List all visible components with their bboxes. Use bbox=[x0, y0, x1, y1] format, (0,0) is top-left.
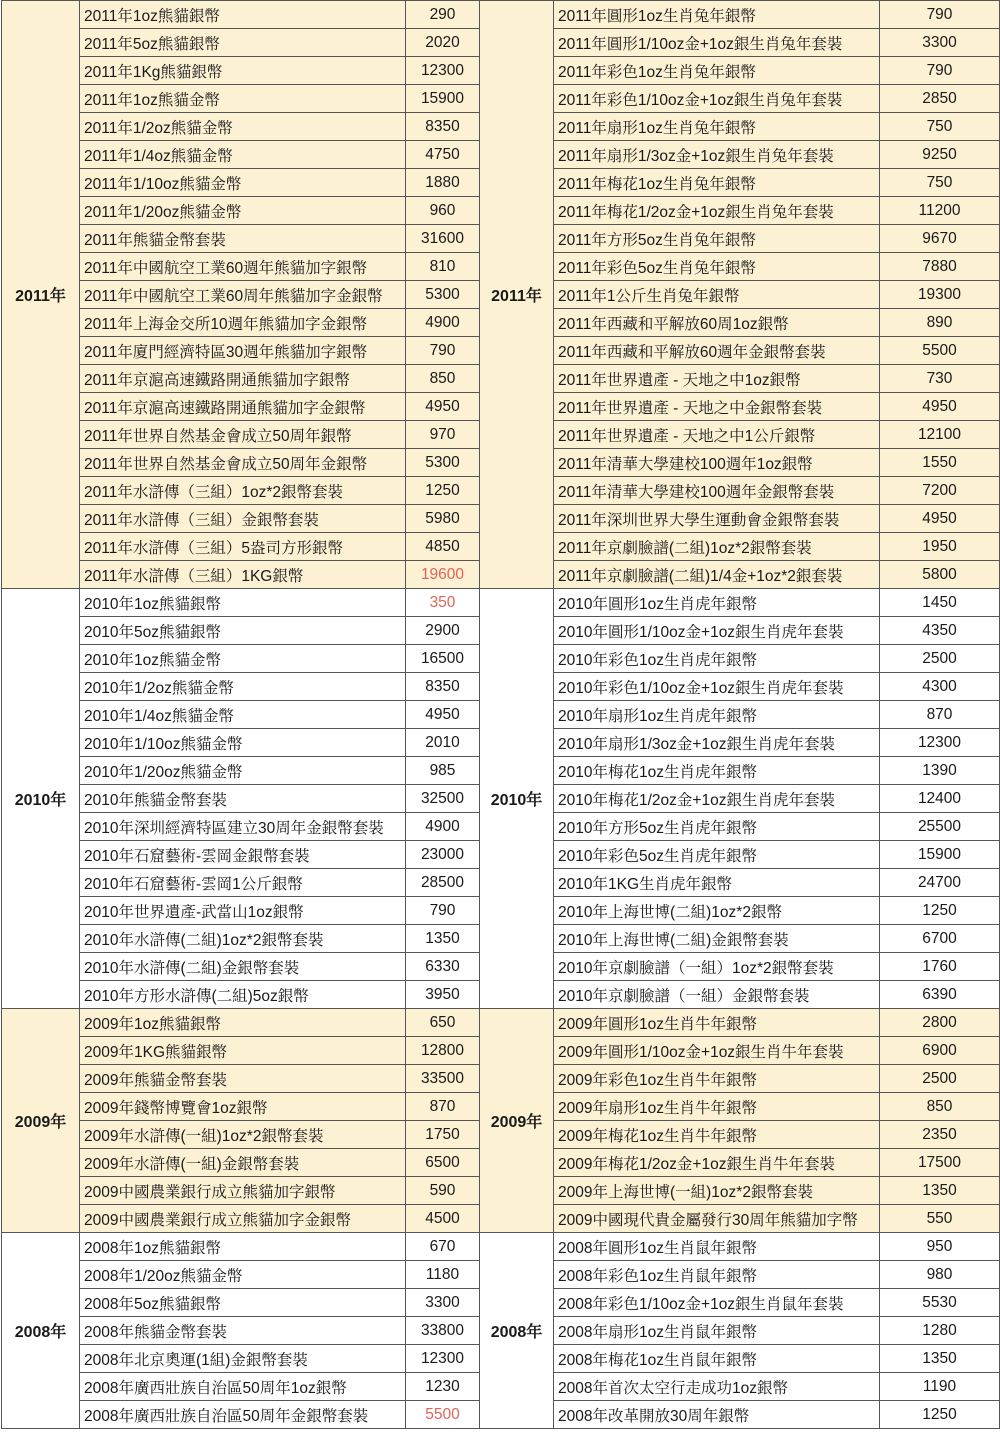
item-name-right: 2011年彩色1/10oz金+1oz銀生肖兔年套裝 bbox=[554, 85, 880, 113]
item-name-right: 2011年扇形1/3oz金+1oz銀生肖兔年套裝 bbox=[554, 141, 880, 169]
item-name-left: 2010年深圳經濟特區建立30周年金銀幣套裝 bbox=[80, 813, 406, 841]
item-name-right: 2011年1公斤生肖兔年銀幣 bbox=[554, 281, 880, 309]
item-name-left: 2011年中國航空工業60周年熊貓加字金銀幣 bbox=[80, 281, 406, 309]
item-price-right: 5530 bbox=[880, 1289, 1000, 1317]
item-price-right: 1190 bbox=[880, 1373, 1000, 1401]
item-name-right: 2011年圓形1oz生肖兔年銀幣 bbox=[554, 1, 880, 29]
item-price-right: 2350 bbox=[880, 1121, 1000, 1149]
item-name-left: 2011年世界自然基金會成立50周年銀幣 bbox=[80, 421, 406, 449]
item-price-right: 12100 bbox=[880, 421, 1000, 449]
item-price-right: 9250 bbox=[880, 141, 1000, 169]
item-name-left: 2010年1/20oz熊貓金幣 bbox=[80, 757, 406, 785]
item-price-right: 9670 bbox=[880, 225, 1000, 253]
item-price-right: 17500 bbox=[880, 1149, 1000, 1177]
item-name-left: 2009年水滸傳(一組)1oz*2銀幣套裝 bbox=[80, 1121, 406, 1149]
item-name-right: 2011年西藏和平解放60周1oz銀幣 bbox=[554, 309, 880, 337]
item-name-left: 2011年上海金交所10週年熊貓加字金銀幣 bbox=[80, 309, 406, 337]
item-price-left: 650 bbox=[406, 1009, 480, 1037]
item-price-left: 19600 bbox=[406, 561, 480, 589]
year-cell-left: 2011年 bbox=[2, 1, 80, 589]
item-name-left: 2010年方形水滸傳(二組)5oz銀幣 bbox=[80, 981, 406, 1009]
item-price-left: 4950 bbox=[406, 393, 480, 421]
item-name-left: 2008年1/20oz熊貓金幣 bbox=[80, 1261, 406, 1289]
item-price-left: 12300 bbox=[406, 1345, 480, 1373]
item-price-right: 6390 bbox=[880, 981, 1000, 1009]
item-price-right: 1450 bbox=[880, 589, 1000, 617]
item-name-left: 2011年1/20oz熊貓金幣 bbox=[80, 197, 406, 225]
item-name-right: 2011年梅花1/2oz金+1oz銀生肖兔年套裝 bbox=[554, 197, 880, 225]
item-name-left: 2011年水滸傳（三組）1oz*2銀幣套裝 bbox=[80, 477, 406, 505]
item-name-right: 2009年圓形1oz生肖牛年銀幣 bbox=[554, 1009, 880, 1037]
item-price-right: 1950 bbox=[880, 533, 1000, 561]
item-name-left: 2011年廈門經濟特區30週年熊貓加字銀幣 bbox=[80, 337, 406, 365]
item-name-left: 2010年1/4oz熊貓金幣 bbox=[80, 701, 406, 729]
item-price-left: 670 bbox=[406, 1233, 480, 1261]
item-price-right: 4950 bbox=[880, 393, 1000, 421]
item-price-left: 1350 bbox=[406, 925, 480, 953]
item-price-left: 590 bbox=[406, 1177, 480, 1205]
year-cell-left: 2008年 bbox=[2, 1233, 80, 1429]
item-name-right: 2011年清華大學建校100週年1oz銀幣 bbox=[554, 449, 880, 477]
item-name-right: 2008年圓形1oz生肖鼠年銀幣 bbox=[554, 1233, 880, 1261]
item-name-right: 2008年扇形1oz生肖鼠年銀幣 bbox=[554, 1317, 880, 1345]
item-price-right: 1280 bbox=[880, 1317, 1000, 1345]
item-price-right: 550 bbox=[880, 1205, 1000, 1233]
item-name-left: 2011年京滬高速鐵路開通熊貓加字金銀幣 bbox=[80, 393, 406, 421]
item-name-right: 2011年西藏和平解放60週年金銀幣套裝 bbox=[554, 337, 880, 365]
item-name-right: 2008年梅花1oz生肖鼠年銀幣 bbox=[554, 1345, 880, 1373]
item-price-left: 4750 bbox=[406, 141, 480, 169]
table-row bbox=[2, 1, 1000, 29]
item-name-left: 2008年北京奧運(1組)金銀幣套裝 bbox=[80, 1345, 406, 1373]
item-price-left: 4500 bbox=[406, 1205, 480, 1233]
item-name-left: 2010年5oz熊貓銀幣 bbox=[80, 617, 406, 645]
item-price-right: 730 bbox=[880, 365, 1000, 393]
year-cell-right: 2009年 bbox=[480, 1009, 554, 1233]
item-price-left: 3950 bbox=[406, 981, 480, 1009]
year-cell-left: 2010年 bbox=[2, 589, 80, 1009]
item-price-left: 33500 bbox=[406, 1065, 480, 1093]
item-name-right: 2011年世界遺產 - 天地之中1oz銀幣 bbox=[554, 365, 880, 393]
item-name-right: 2011年彩色1oz生肖兔年銀幣 bbox=[554, 57, 880, 85]
item-name-right: 2008年彩色1/10oz金+1oz銀生肖鼠年套裝 bbox=[554, 1289, 880, 1317]
item-price-left: 5980 bbox=[406, 505, 480, 533]
item-price-left: 1880 bbox=[406, 169, 480, 197]
item-name-right: 2011年深圳世界大學生運動會金銀幣套裝 bbox=[554, 505, 880, 533]
item-name-left: 2011年5oz熊貓銀幣 bbox=[80, 29, 406, 57]
item-price-right: 2500 bbox=[880, 645, 1000, 673]
item-price-right: 5500 bbox=[880, 337, 1000, 365]
item-price-left: 32500 bbox=[406, 785, 480, 813]
item-name-left: 2009年錢幣博覽會1oz銀幣 bbox=[80, 1093, 406, 1121]
item-price-left: 810 bbox=[406, 253, 480, 281]
item-name-right: 2011年京劇臉譜(二組)1/4金+1oz*2銀套裝 bbox=[554, 561, 880, 589]
item-name-left: 2011年熊貓金幣套裝 bbox=[80, 225, 406, 253]
item-price-right: 19300 bbox=[880, 281, 1000, 309]
item-price-left: 6330 bbox=[406, 953, 480, 981]
item-name-right: 2009年扇形1oz生肖牛年銀幣 bbox=[554, 1093, 880, 1121]
item-price-left: 23000 bbox=[406, 841, 480, 869]
item-price-left: 1250 bbox=[406, 477, 480, 505]
item-name-left: 2008年熊貓金幣套裝 bbox=[80, 1317, 406, 1345]
item-price-right: 1250 bbox=[880, 897, 1000, 925]
item-price-right: 11200 bbox=[880, 197, 1000, 225]
item-price-right: 980 bbox=[880, 1261, 1000, 1289]
item-name-left: 2009年1KG熊貓銀幣 bbox=[80, 1037, 406, 1065]
item-price-right: 12300 bbox=[880, 729, 1000, 757]
item-price-left: 5300 bbox=[406, 281, 480, 309]
item-name-left: 2010年石窟藝術-雲岡1公斤銀幣 bbox=[80, 869, 406, 897]
item-price-left: 12800 bbox=[406, 1037, 480, 1065]
item-name-right: 2010年京劇臉譜（一組）1oz*2銀幣套裝 bbox=[554, 953, 880, 981]
item-price-left: 2010 bbox=[406, 729, 480, 757]
item-name-left: 2010年水滸傳(二組)金銀幣套裝 bbox=[80, 953, 406, 981]
item-name-left: 2010年石窟藝術-雲岡金銀幣套裝 bbox=[80, 841, 406, 869]
item-name-right: 2010年圓形1/10oz金+1oz銀生肖虎年套裝 bbox=[554, 617, 880, 645]
item-name-right: 2011年圓形1/10oz金+1oz銀生肖兔年套裝 bbox=[554, 29, 880, 57]
item-name-left: 2010年熊貓金幣套裝 bbox=[80, 785, 406, 813]
item-name-right: 2009年上海世博(一組)1oz*2銀幣套裝 bbox=[554, 1177, 880, 1205]
item-name-left: 2011年1oz熊貓金幣 bbox=[80, 85, 406, 113]
item-name-left: 2011年京滬高速鐵路開通熊貓加字銀幣 bbox=[80, 365, 406, 393]
item-price-right: 24700 bbox=[880, 869, 1000, 897]
item-price-right: 950 bbox=[880, 1233, 1000, 1261]
item-name-left: 2011年世界自然基金會成立50周年金銀幣 bbox=[80, 449, 406, 477]
coin-price-table bbox=[1, 0, 1000, 1429]
item-name-right: 2009年彩色1oz生肖牛年銀幣 bbox=[554, 1065, 880, 1093]
item-price-right: 25500 bbox=[880, 813, 1000, 841]
item-name-left: 2011年中國航空工業60週年熊貓加字銀幣 bbox=[80, 253, 406, 281]
item-price-left: 4900 bbox=[406, 309, 480, 337]
item-price-left: 4850 bbox=[406, 533, 480, 561]
item-name-right: 2010年彩色1oz生肖虎年銀幣 bbox=[554, 645, 880, 673]
item-name-left: 2011年1/10oz熊貓金幣 bbox=[80, 169, 406, 197]
item-price-left: 1180 bbox=[406, 1261, 480, 1289]
item-price-right: 3300 bbox=[880, 29, 1000, 57]
item-price-right: 1760 bbox=[880, 953, 1000, 981]
item-price-left: 4950 bbox=[406, 701, 480, 729]
item-name-right: 2011年彩色5oz生肖兔年銀幣 bbox=[554, 253, 880, 281]
item-name-right: 2010年上海世博(二組)1oz*2銀幣 bbox=[554, 897, 880, 925]
item-price-left: 3300 bbox=[406, 1289, 480, 1317]
item-name-right: 2011年梅花1oz生肖兔年銀幣 bbox=[554, 169, 880, 197]
item-name-right: 2009年圓形1/10oz金+1oz銀生肖牛年套裝 bbox=[554, 1037, 880, 1065]
item-name-right: 2010年方形5oz生肖虎年銀幣 bbox=[554, 813, 880, 841]
item-name-right: 2010年圓形1oz生肖虎年銀幣 bbox=[554, 589, 880, 617]
item-name-left: 2010年水滸傳(二組)1oz*2銀幣套裝 bbox=[80, 925, 406, 953]
item-name-right: 2010年扇形1/3oz金+1oz銀生肖虎年套裝 bbox=[554, 729, 880, 757]
item-price-right: 7880 bbox=[880, 253, 1000, 281]
item-name-right: 2010年扇形1oz生肖虎年銀幣 bbox=[554, 701, 880, 729]
item-name-right: 2010年上海世博(二組)金銀幣套裝 bbox=[554, 925, 880, 953]
item-name-left: 2010年1oz熊貓金幣 bbox=[80, 645, 406, 673]
item-name-right: 2010年1KG生肖虎年銀幣 bbox=[554, 869, 880, 897]
item-name-right: 2011年方形5oz生肖兔年銀幣 bbox=[554, 225, 880, 253]
item-price-left: 350 bbox=[406, 589, 480, 617]
item-name-left: 2011年水滸傳（三組）金銀幣套裝 bbox=[80, 505, 406, 533]
item-name-left: 2011年1/2oz熊貓金幣 bbox=[80, 113, 406, 141]
item-name-right: 2011年扇形1oz生肖兔年銀幣 bbox=[554, 113, 880, 141]
item-name-left: 2008年廣西壯族自治區50周年1oz銀幣 bbox=[80, 1373, 406, 1401]
item-name-right: 2011年世界遺產 - 天地之中金銀幣套裝 bbox=[554, 393, 880, 421]
item-name-left: 2010年1/2oz熊貓金幣 bbox=[80, 673, 406, 701]
item-name-right: 2010年彩色5oz生肖虎年銀幣 bbox=[554, 841, 880, 869]
item-price-left: 31600 bbox=[406, 225, 480, 253]
item-price-left: 2900 bbox=[406, 617, 480, 645]
item-name-left: 2010年世界遺產-武當山1oz銀幣 bbox=[80, 897, 406, 925]
item-price-left: 5300 bbox=[406, 449, 480, 477]
item-price-right: 15900 bbox=[880, 841, 1000, 869]
item-name-right: 2009年梅花1/2oz金+1oz銀生肖牛年套裝 bbox=[554, 1149, 880, 1177]
item-price-right: 4300 bbox=[880, 673, 1000, 701]
item-price-left: 850 bbox=[406, 365, 480, 393]
item-name-right: 2010年梅花1/2oz金+1oz銀生肖虎年套裝 bbox=[554, 785, 880, 813]
item-name-left: 2010年1/10oz熊貓金幣 bbox=[80, 729, 406, 757]
item-name-left: 2009年1oz熊貓銀幣 bbox=[80, 1009, 406, 1037]
item-name-right: 2010年梅花1oz生肖虎年銀幣 bbox=[554, 757, 880, 785]
item-price-right: 850 bbox=[880, 1093, 1000, 1121]
year-cell-left: 2009年 bbox=[2, 1009, 80, 1233]
item-price-right: 890 bbox=[880, 309, 1000, 337]
item-price-left: 985 bbox=[406, 757, 480, 785]
item-price-right: 750 bbox=[880, 169, 1000, 197]
item-name-right: 2010年京劇臉譜（一組）金銀幣套裝 bbox=[554, 981, 880, 1009]
item-price-left: 4900 bbox=[406, 813, 480, 841]
item-price-left: 1750 bbox=[406, 1121, 480, 1149]
item-name-left: 2011年水滸傳（三組）5盎司方形銀幣 bbox=[80, 533, 406, 561]
item-price-right: 7200 bbox=[880, 477, 1000, 505]
item-name-right: 2008年改革開放30周年銀幣 bbox=[554, 1401, 880, 1429]
item-price-right: 790 bbox=[880, 1, 1000, 29]
item-price-left: 970 bbox=[406, 421, 480, 449]
item-name-right: 2011年京劇臉譜(二組)1oz*2銀幣套裝 bbox=[554, 533, 880, 561]
item-price-right: 2850 bbox=[880, 85, 1000, 113]
item-price-left: 8350 bbox=[406, 113, 480, 141]
year-cell-right: 2010年 bbox=[480, 589, 554, 1009]
item-price-left: 33800 bbox=[406, 1317, 480, 1345]
item-name-right: 2009年梅花1oz生肖牛年銀幣 bbox=[554, 1121, 880, 1149]
item-price-right: 750 bbox=[880, 113, 1000, 141]
table-row bbox=[2, 1009, 1000, 1037]
item-price-left: 870 bbox=[406, 1093, 480, 1121]
item-price-right: 12400 bbox=[880, 785, 1000, 813]
item-name-left: 2011年1Kg熊貓銀幣 bbox=[80, 57, 406, 85]
item-price-right: 790 bbox=[880, 57, 1000, 85]
item-price-left: 960 bbox=[406, 197, 480, 225]
item-price-left: 5500 bbox=[406, 1401, 480, 1429]
item-price-left: 16500 bbox=[406, 645, 480, 673]
item-name-right: 2008年彩色1oz生肖鼠年銀幣 bbox=[554, 1261, 880, 1289]
item-price-right: 870 bbox=[880, 701, 1000, 729]
item-price-left: 2020 bbox=[406, 29, 480, 57]
item-price-left: 12300 bbox=[406, 57, 480, 85]
item-name-right: 2008年首次太空行走成功1oz銀幣 bbox=[554, 1373, 880, 1401]
item-price-left: 790 bbox=[406, 337, 480, 365]
year-cell-right: 2011年 bbox=[480, 1, 554, 589]
item-name-left: 2009年熊貓金幣套裝 bbox=[80, 1065, 406, 1093]
item-price-right: 4350 bbox=[880, 617, 1000, 645]
item-name-left: 2009年水滸傳(一組)金銀幣套裝 bbox=[80, 1149, 406, 1177]
item-price-left: 6500 bbox=[406, 1149, 480, 1177]
item-price-right: 4950 bbox=[880, 505, 1000, 533]
item-name-left: 2008年1oz熊貓銀幣 bbox=[80, 1233, 406, 1261]
item-price-right: 2800 bbox=[880, 1009, 1000, 1037]
item-price-right: 1550 bbox=[880, 449, 1000, 477]
item-name-left: 2011年1/4oz熊貓金幣 bbox=[80, 141, 406, 169]
item-price-left: 15900 bbox=[406, 85, 480, 113]
item-price-right: 6700 bbox=[880, 925, 1000, 953]
item-price-left: 28500 bbox=[406, 869, 480, 897]
table-row bbox=[2, 1233, 1000, 1261]
item-price-right: 1350 bbox=[880, 1177, 1000, 1205]
item-name-left: 2009中國農業銀行成立熊貓加字銀幣 bbox=[80, 1177, 406, 1205]
item-name-right: 2010年彩色1/10oz金+1oz銀生肖虎年套裝 bbox=[554, 673, 880, 701]
year-cell-right: 2008年 bbox=[480, 1233, 554, 1429]
item-price-right: 1390 bbox=[880, 757, 1000, 785]
item-price-right: 1250 bbox=[880, 1401, 1000, 1429]
item-name-left: 2010年1oz熊貓銀幣 bbox=[80, 589, 406, 617]
item-name-left: 2009中國農業銀行成立熊貓加字金銀幣 bbox=[80, 1205, 406, 1233]
item-name-right: 2009中國現代貴金屬發行30周年熊貓加字幣 bbox=[554, 1205, 880, 1233]
item-price-left: 1230 bbox=[406, 1373, 480, 1401]
item-price-right: 1350 bbox=[880, 1345, 1000, 1373]
item-price-right: 2500 bbox=[880, 1065, 1000, 1093]
item-name-right: 2011年清華大學建校100週年金銀幣套裝 bbox=[554, 477, 880, 505]
item-price-right: 6900 bbox=[880, 1037, 1000, 1065]
item-price-left: 790 bbox=[406, 897, 480, 925]
item-name-left: 2008年廣西壯族自治區50周年金銀幣套裝 bbox=[80, 1401, 406, 1429]
item-name-left: 2011年水滸傳（三組）1KG銀幣 bbox=[80, 561, 406, 589]
item-name-left: 2011年1oz熊貓銀幣 bbox=[80, 1, 406, 29]
item-name-right: 2011年世界遺產 - 天地之中1公斤銀幣 bbox=[554, 421, 880, 449]
table-row bbox=[2, 589, 1000, 617]
item-price-right: 5800 bbox=[880, 561, 1000, 589]
item-price-left: 8350 bbox=[406, 673, 480, 701]
item-name-left: 2008年5oz熊貓銀幣 bbox=[80, 1289, 406, 1317]
item-price-left: 290 bbox=[406, 1, 480, 29]
